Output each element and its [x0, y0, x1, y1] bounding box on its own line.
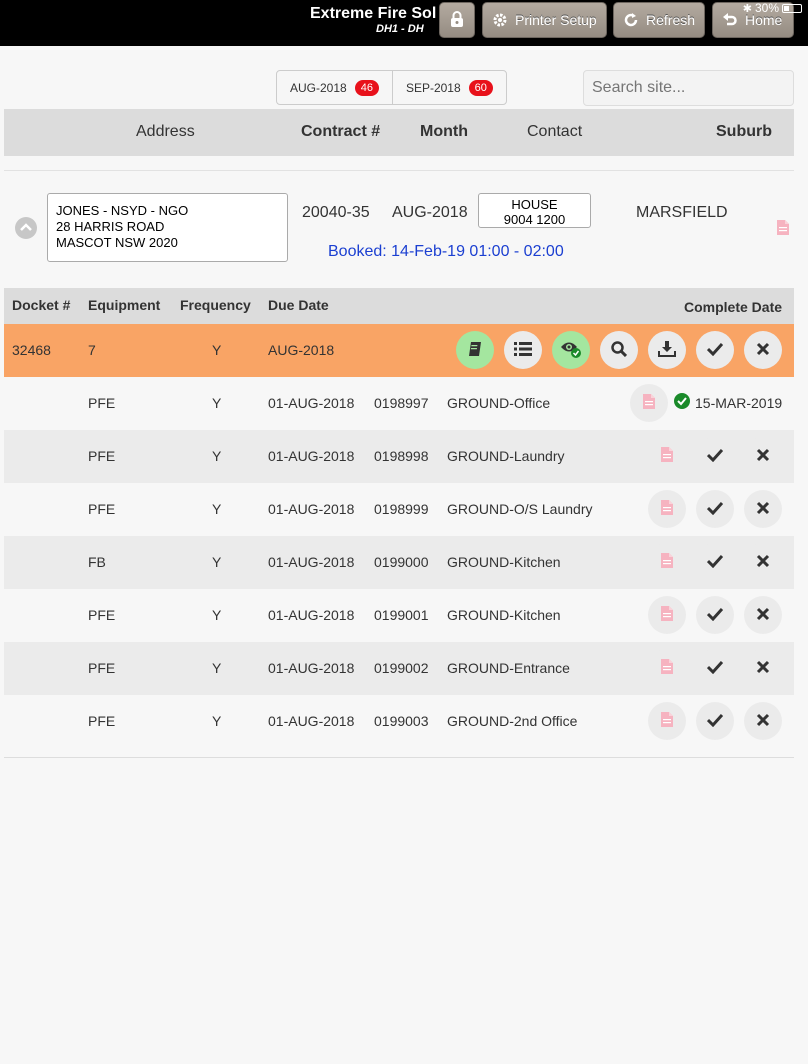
- docket-due: AUG-2018: [268, 342, 335, 358]
- battery-icon: [782, 4, 802, 13]
- address-line: JONES - NSYD - NGO: [56, 203, 189, 218]
- address-line: MASCOT NSW 2020: [56, 235, 178, 250]
- item-location: GROUND-Laundry: [447, 448, 565, 464]
- back-arrow-icon: [721, 11, 739, 29]
- item-frequency: Y: [212, 713, 222, 729]
- notes-button[interactable]: [456, 331, 494, 369]
- lock-icon: [449, 10, 465, 31]
- item-frequency: Y: [212, 554, 222, 570]
- check-icon: [707, 501, 723, 518]
- cancel-button[interactable]: [744, 702, 782, 740]
- document-icon: [642, 393, 656, 413]
- item-due: 01-AUG-2018: [268, 448, 355, 464]
- document-icon[interactable]: [776, 219, 790, 241]
- cancel-button[interactable]: [744, 490, 782, 528]
- item-location: GROUND-Entrance: [447, 660, 570, 676]
- item-code: 0198999: [374, 501, 429, 517]
- status-bar: [743, 1, 802, 15]
- site-month: AUG-2018: [392, 204, 468, 221]
- header-suburb: Suburb: [716, 123, 772, 140]
- tab-sep-2018[interactable]: [393, 71, 506, 104]
- cancel-button[interactable]: [744, 596, 782, 634]
- check-circle-icon: [674, 393, 695, 412]
- item-frequency: Y: [212, 501, 222, 517]
- item-equipment: PFE: [88, 448, 116, 464]
- complete-button[interactable]: [696, 702, 734, 740]
- document-button[interactable]: [648, 490, 686, 528]
- document-icon: [660, 711, 674, 731]
- close-icon: [756, 448, 770, 465]
- cancel-button[interactable]: [744, 437, 782, 475]
- docket-table-header: [4, 288, 794, 324]
- check-icon: [707, 448, 723, 465]
- site-contact[interactable]: [478, 193, 591, 228]
- document-button[interactable]: [648, 596, 686, 634]
- header-due-date: Due Date: [268, 297, 329, 313]
- document-button[interactable]: [648, 649, 686, 687]
- header-contract: Contract #: [301, 123, 381, 140]
- item-due: 01-AUG-2018: [268, 607, 355, 623]
- table-row[interactable]: [4, 430, 794, 483]
- item-code: 0198998: [374, 448, 429, 464]
- item-frequency: Y: [212, 448, 222, 464]
- check-icon: [707, 342, 723, 359]
- book-icon: [467, 341, 483, 360]
- search-icon: [611, 341, 627, 360]
- item-location: GROUND-Kitchen: [447, 554, 561, 570]
- check-icon: [707, 660, 723, 677]
- printer-setup-label: Printer Setup: [515, 12, 597, 28]
- complete-date: [674, 393, 782, 412]
- count-badge: 60: [469, 80, 493, 96]
- contract-number: 20040-35: [302, 204, 370, 221]
- document-button[interactable]: [648, 437, 686, 475]
- table-row[interactable]: [4, 377, 794, 430]
- item-code: 0198997: [374, 395, 429, 411]
- document-icon: [660, 658, 674, 678]
- item-frequency: Y: [212, 660, 222, 676]
- item-equipment: FB: [88, 554, 106, 570]
- complete-button[interactable]: [696, 596, 734, 634]
- contact-line: 9004 1200: [503, 212, 566, 227]
- booked-time: Booked: 14-Feb-19 01:00 - 02:00: [328, 243, 564, 260]
- close-icon: [756, 660, 770, 677]
- cancel-button[interactable]: [744, 543, 782, 581]
- contact-line: HOUSE: [511, 197, 558, 212]
- cancel-button[interactable]: [744, 649, 782, 687]
- app-subtitle: DH1 - DH: [376, 23, 424, 35]
- document-icon: [660, 605, 674, 625]
- item-location: GROUND-2nd Office: [447, 713, 578, 729]
- close-icon: [756, 607, 770, 624]
- download-button[interactable]: [648, 331, 686, 369]
- item-frequency: Y: [212, 395, 222, 411]
- top-bar: [0, 0, 808, 46]
- divider: [4, 757, 794, 758]
- lock-button[interactable]: [439, 2, 475, 38]
- item-frequency: Y: [212, 607, 222, 623]
- item-due: 01-AUG-2018: [268, 501, 355, 517]
- item-equipment: PFE: [88, 607, 116, 623]
- item-code: 0199003: [374, 713, 429, 729]
- document-button[interactable]: [630, 384, 668, 422]
- header-month: Month: [420, 123, 468, 140]
- item-equipment: PFE: [88, 660, 116, 676]
- header-contact: Contact: [527, 123, 583, 140]
- list-icon: [514, 342, 532, 359]
- item-equipment: PFE: [88, 713, 116, 729]
- complete-button[interactable]: [696, 490, 734, 528]
- search-button[interactable]: [600, 331, 638, 369]
- item-due: 01-AUG-2018: [268, 395, 355, 411]
- table-row[interactable]: [4, 589, 794, 642]
- header-equipment: Equipment: [88, 297, 161, 313]
- count-badge: 46: [355, 80, 379, 96]
- download-icon: [658, 341, 676, 360]
- close-icon: [756, 713, 770, 730]
- document-icon: [660, 446, 674, 466]
- item-location: GROUND-O/S Laundry: [447, 501, 593, 517]
- refresh-label: Refresh: [646, 12, 696, 28]
- document-button[interactable]: [648, 543, 686, 581]
- collapse-button[interactable]: [15, 217, 37, 239]
- check-icon: [707, 713, 723, 730]
- battery-percent: 30%: [754, 1, 779, 15]
- item-code: 0199002: [374, 660, 429, 676]
- site-suburb: MARSFIELD: [636, 204, 728, 221]
- docket-number: 32468: [12, 342, 51, 358]
- chevron-up-icon: [20, 219, 32, 237]
- site-card: [4, 170, 794, 288]
- view-button[interactable]: [552, 331, 590, 369]
- item-code: 0199001: [374, 607, 429, 623]
- docket-row[interactable]: [4, 324, 794, 377]
- close-icon: [756, 342, 770, 359]
- complete-button[interactable]: [696, 437, 734, 475]
- table-row[interactable]: [4, 642, 794, 695]
- tab-aug-2018[interactable]: [277, 71, 393, 104]
- header-docket: Docket #: [12, 297, 71, 313]
- item-due: 01-AUG-2018: [268, 713, 355, 729]
- refresh-icon: [622, 11, 640, 29]
- complete-button[interactable]: [696, 331, 734, 369]
- item-equipment: PFE: [88, 395, 116, 411]
- docket-frequency: Y: [212, 342, 222, 358]
- cancel-button[interactable]: [744, 331, 782, 369]
- document-icon: [660, 552, 674, 572]
- item-location: GROUND-Office: [447, 395, 551, 411]
- complete-button[interactable]: [696, 649, 734, 687]
- complete-button[interactable]: [696, 543, 734, 581]
- item-equipment: PFE: [88, 501, 116, 517]
- table-row[interactable]: [4, 483, 794, 536]
- month-tabs: [276, 70, 507, 105]
- check-icon: [707, 554, 723, 571]
- item-location: GROUND-Kitchen: [447, 607, 561, 623]
- header-address: Address: [136, 123, 195, 140]
- tab-label: AUG-2018: [290, 80, 347, 95]
- item-due: 01-AUG-2018: [268, 660, 355, 676]
- search-input[interactable]: [583, 70, 794, 106]
- header-complete-date: Complete Date: [684, 299, 783, 315]
- item-due: 01-AUG-2018: [268, 554, 355, 570]
- document-button[interactable]: [648, 702, 686, 740]
- eye-check-icon: [560, 340, 582, 361]
- printer-setup-button[interactable]: [482, 2, 607, 38]
- app-title: Extreme Fire Sol: [310, 5, 437, 22]
- item-code: 0199000: [374, 554, 429, 570]
- document-icon: [660, 499, 674, 519]
- list-button[interactable]: [504, 331, 542, 369]
- check-icon: [707, 607, 723, 624]
- refresh-button[interactable]: [613, 2, 705, 38]
- complete-date-text: 15-MAR-2019: [695, 394, 783, 411]
- address-line: 28 HARRIS ROAD: [56, 219, 165, 234]
- table-row[interactable]: [4, 695, 794, 748]
- table-row[interactable]: [4, 536, 794, 589]
- close-icon: [756, 501, 770, 518]
- tab-label: SEP-2018: [405, 80, 461, 95]
- bluetooth-icon: ✱: [742, 2, 752, 15]
- site-address: [47, 193, 288, 262]
- site-table-header: [4, 109, 794, 156]
- home-label: Home: [745, 12, 783, 28]
- header-frequency: Frequency: [180, 297, 251, 313]
- gear-icon: [491, 11, 509, 29]
- docket-equipment: 7: [88, 342, 96, 358]
- close-icon: [756, 554, 770, 571]
